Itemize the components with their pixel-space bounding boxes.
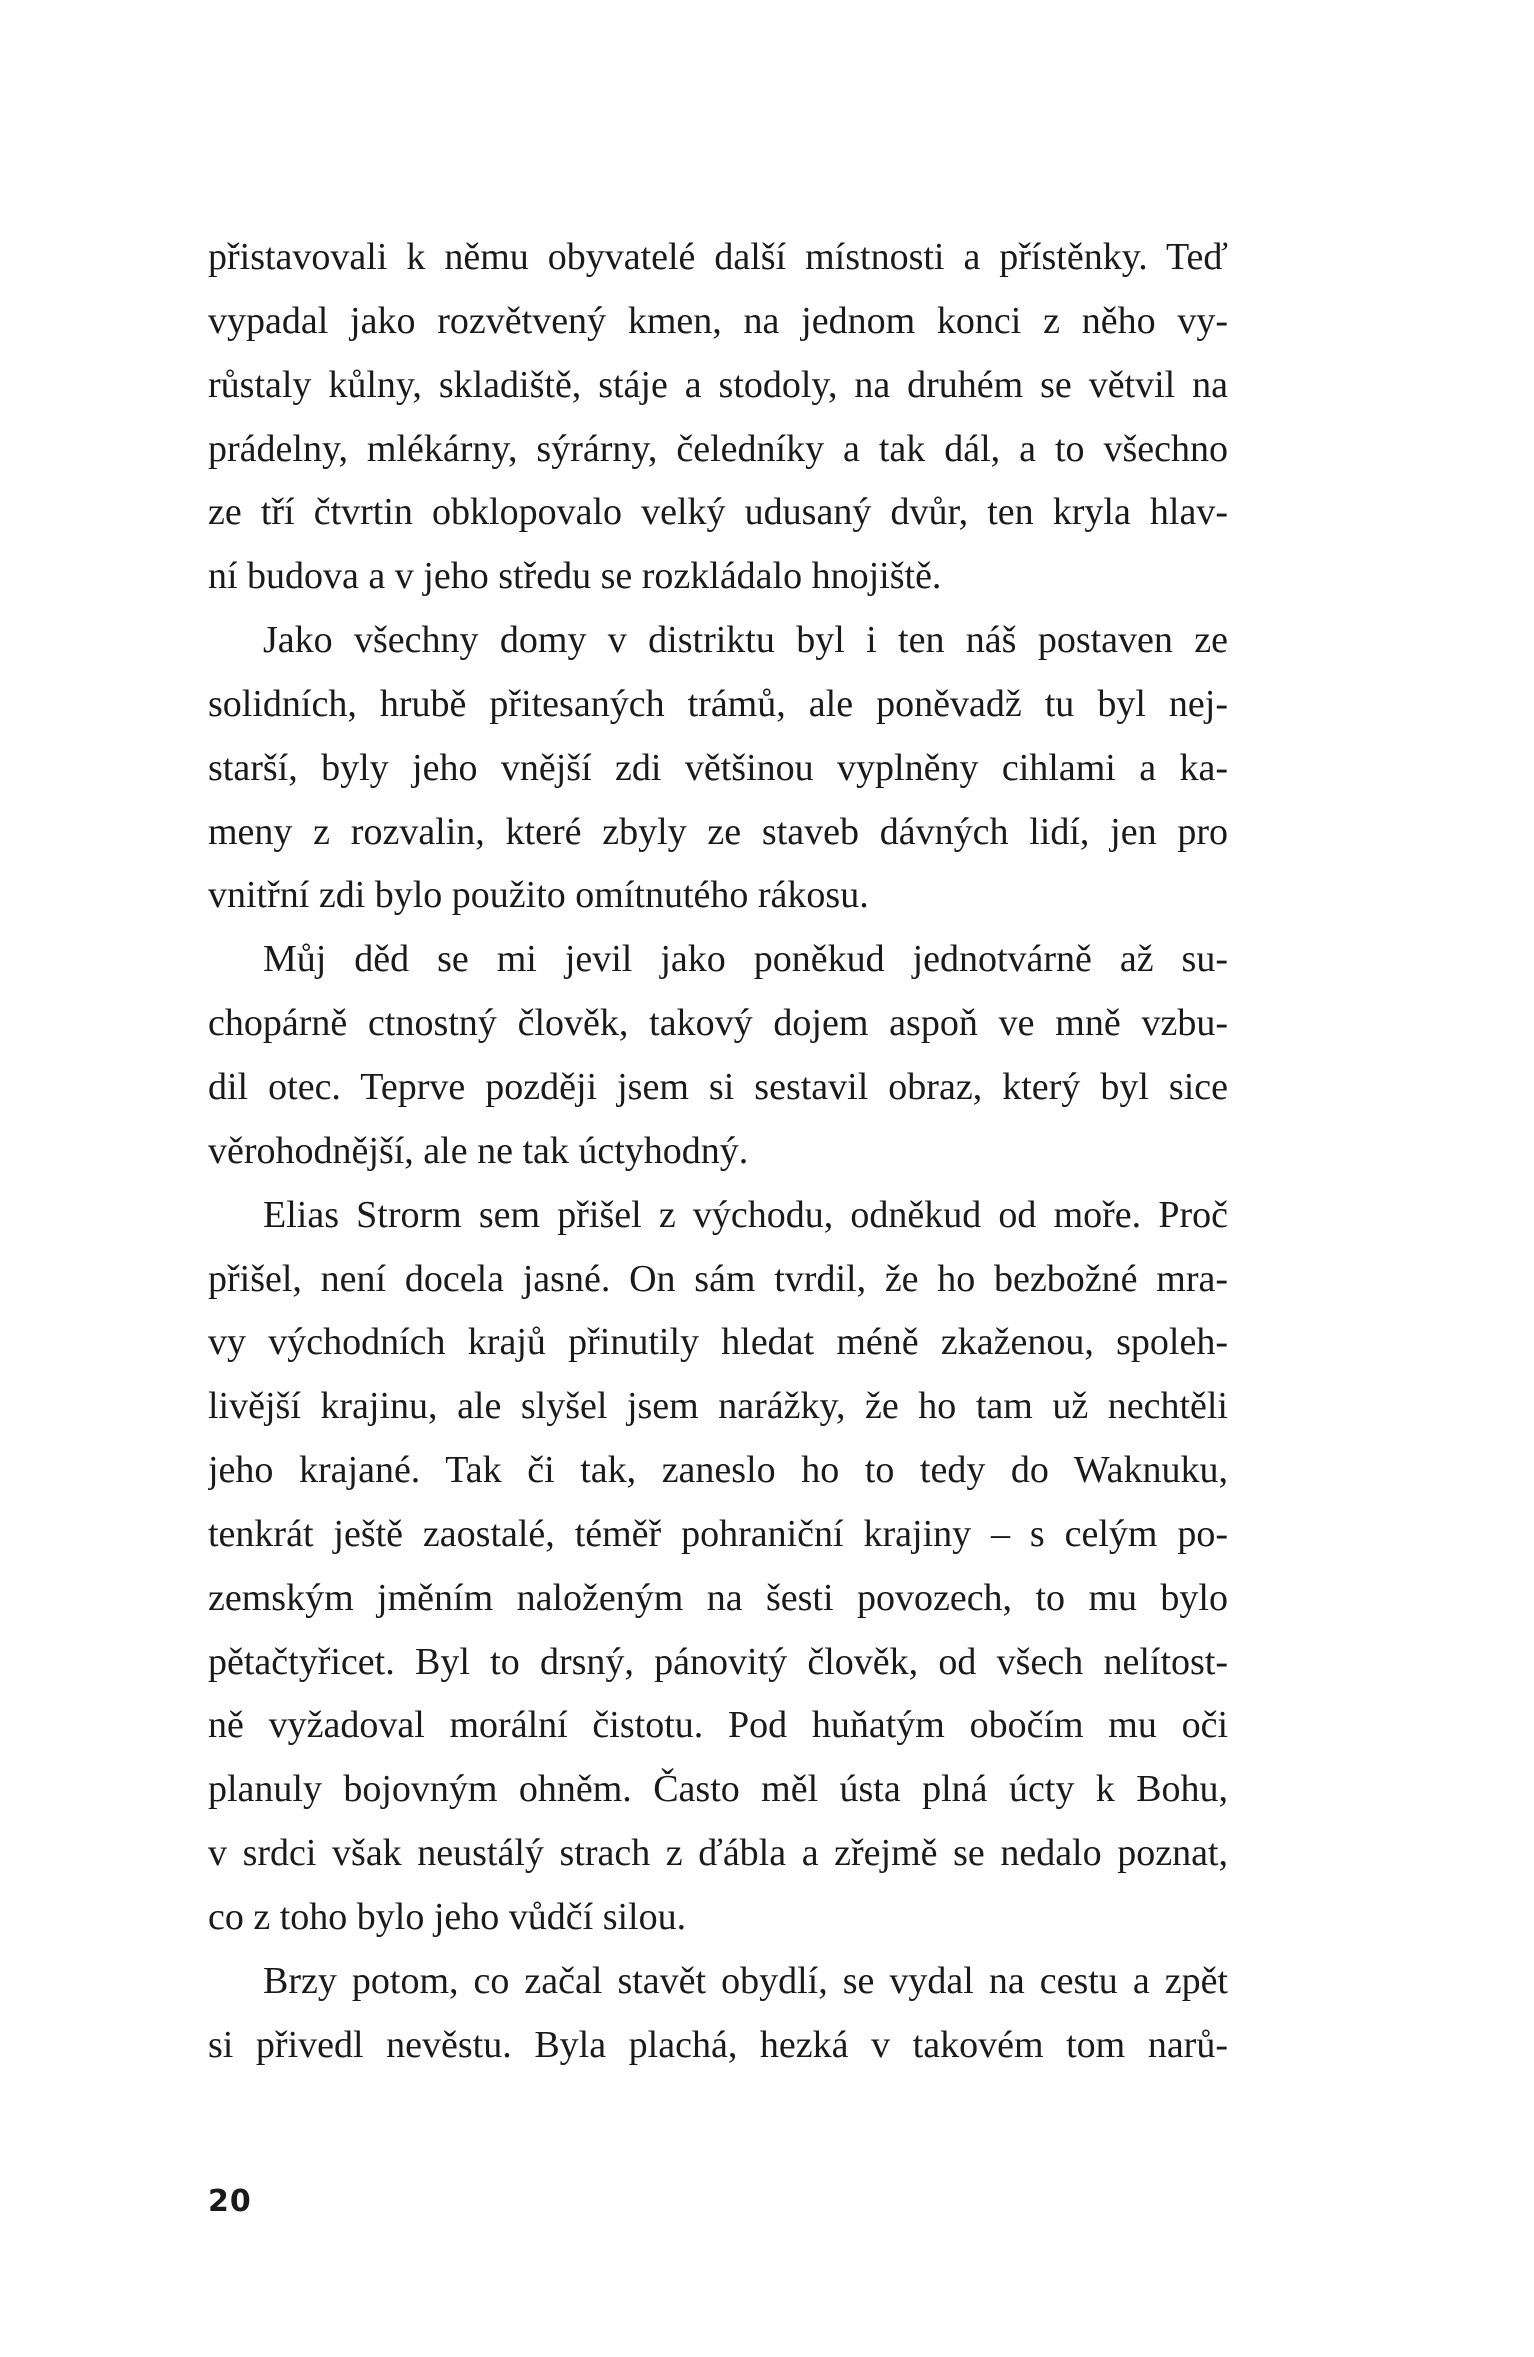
paragraph-1 [208,226,1228,609]
text-line: Jako všechny domy v distriktu byl i ten náš postaven ze [263,619,1228,662]
text-line: co z toho bylo jeho vůdčí silou. [208,1895,687,1938]
text-line: růstaly kůlny, skladiště, stáje a stodoly, na druhém se větvil na [208,363,1228,406]
text-line: planuly bojovným ohněm. Často měl ústa plná úcty k Bohu, [208,1768,1228,1811]
text-line: věrohodnější, ale ne tak úctyhodný. [208,1129,749,1172]
text-line: zemským jměním naloženým na šesti povozech, to mu bylo [208,1576,1228,1619]
text-line: přistavovali k němu obyvatelé další místnosti a přístěnky. Teď [208,236,1228,278]
text-line: si přivedl nevěstu. Byla plachá, hezká v takovém tom narů- [208,2023,1228,2066]
page-number: 20 [208,2184,252,2219]
paragraph-5 [208,1950,1228,2078]
paragraph-4 [208,1184,1228,1950]
text-line: pětačtyřicet. Byl to drsný, pánovitý člověk, od všech nelítost- [208,1640,1228,1683]
text-line: ze tří čtvrtin obklopovalo velký udusaný dvůr, ten kryla hlav- [208,491,1228,534]
text-line: v srdci však neustálý strach z ďábla a zřejmě se nedalo poznat, [208,1832,1228,1875]
text-line: jeho krajané. Tak či tak, zaneslo ho to tedy do Waknuku, [208,1449,1228,1492]
text-line: ní budova a v jeho středu se rozkládalo hnojiště. [208,555,942,598]
text-line: meny z rozvalin, které zbyly ze staveb dávných lidí, jen pro [208,810,1228,853]
text-line: přišel, není docela jasné. On sám tvrdil, že ho bezbožné mra- [208,1257,1228,1300]
text-line: Brzy potom, co začal stavět obydlí, se vydal na cestu a zpět [263,1959,1228,2002]
text-line: Můj děd se mi jevil jako poněkud jednotvárně až su- [263,938,1228,981]
text-line: prádelny, mlékárny, sýrárny, čeledníky a tak dál, a to všechno [208,427,1228,470]
text-line: chopárně ctnostný člověk, takový dojem aspoň ve mně vzbu- [208,1002,1228,1045]
paragraph-3 [208,928,1228,1183]
text-line: Elias Strorm sem přišel z východu, odněkud od moře. Proč [263,1193,1228,1236]
text-line: ně vyžadoval morální čistotu. Pod huňatým obočím mu oči [208,1704,1228,1747]
text-line: tenkrát ještě zaostalé, téměř pohraniční krajiny – s celým po- [208,1512,1228,1555]
text-line: starší, byly jeho vnější zdi většinou vyplněny cihlami a ka- [208,746,1228,789]
text-line: vnitřní zdi bylo použito omítnutého rákosu. [208,874,869,917]
text-line: solidních, hrubě přitesaných trámů, ale poněvadž tu byl nej- [208,682,1228,725]
text-line: vy východních krajů přinutily hledat méně zkaženou, spoleh- [208,1321,1228,1364]
paragraph-2 [208,609,1228,928]
text-line: dil otec. Teprve později jsem si sestavil obraz, který byl sice [208,1065,1228,1108]
text-line: vypadal jako rozvětvený kmen, na jednom konci z něho vy- [208,299,1228,342]
body-text [208,226,1228,2077]
text-line: livější krajinu, ale slyšel jsem narážky, že ho tam už nechtěli [208,1385,1228,1428]
